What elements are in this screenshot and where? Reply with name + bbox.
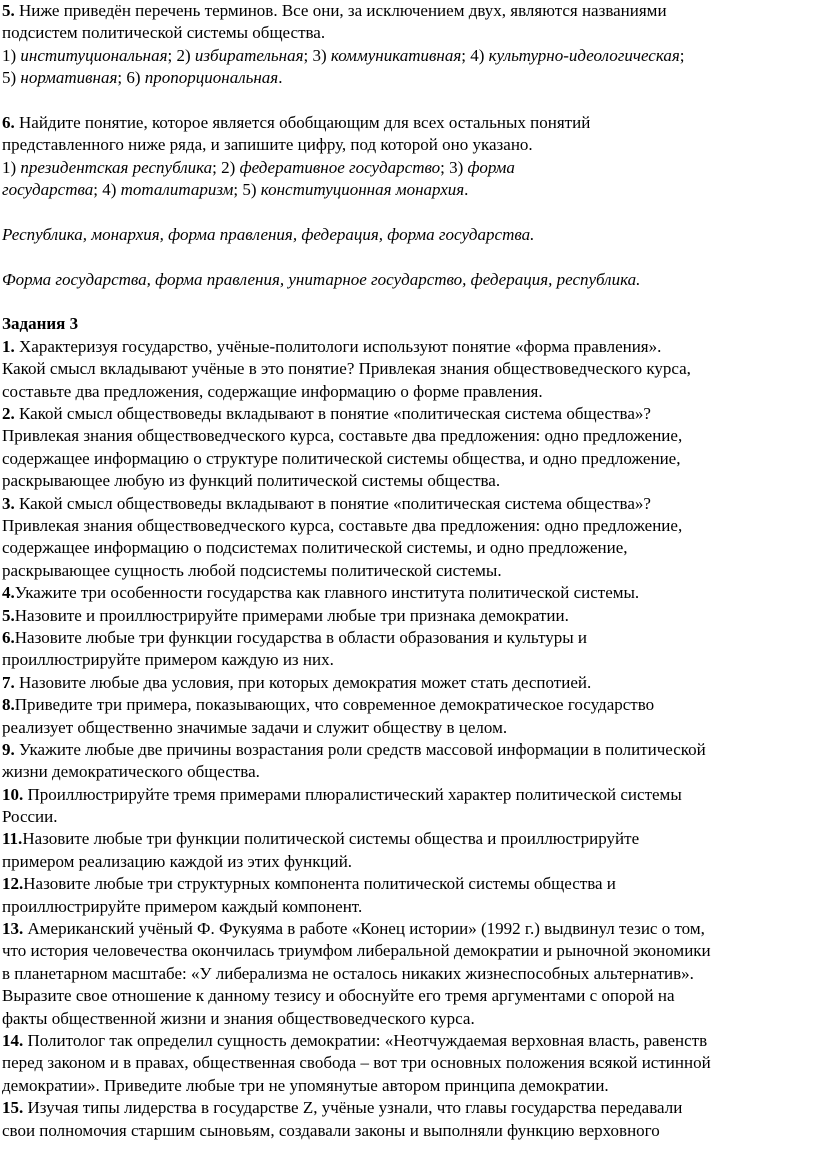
q5-number: 5. [2,1,15,20]
task-item-continued [2,1120,812,1142]
task-number: 7. [2,672,15,692]
task-text: Американский учёный Ф. Фукуяма в работе «Конец истории» (1992 г.) выдвинул тезис о том, [23,919,705,939]
q6-number: 6. [2,112,15,132]
task-number: 3. [2,493,15,513]
q5-line-2: подсистем политической системы общества. [2,23,326,43]
series-1: Республика, монархия, форма правления, федерация, форма государства. [2,224,535,244]
series-2: Форма государства, форма правления, унитарное государство, федерация, республика. [2,269,641,289]
task-text: составьте два предложения, содержащие информацию о форме правления. [2,381,543,401]
task-number: 8. [2,695,15,715]
task-item-continued [2,448,812,470]
task-number: 11. [2,829,23,849]
task-item-continued [2,851,812,873]
task-item [2,784,812,806]
task-item [2,739,812,761]
task-text: Назовите любые три функции государства в области образования и культуры и [14,627,588,647]
task-text: содержащее информацию о структуре политической системы общества, и одно предложение, [2,448,681,468]
q6-line-1: 6. Найдите понятие, которое является обобщающим для всех остальных понятий [2,112,591,132]
task-text: примером реализацию каждой из этих функций. [2,851,353,871]
task-text: Укажите любые две причины возрастания роли средств массовой информации в политической [14,739,706,759]
task-item-continued [2,985,812,1007]
task-text: России. [2,807,58,827]
task-item [2,828,812,850]
task-text: Какой смысл обществоведы вкладывают в понятие «политическая система общества»? [14,493,651,513]
task-text: раскрывающее сущность любой подсистемы политической системы. [2,560,502,580]
task-text: Политолог так определил сущность демократии: «Неотчуждаемая верховная власть, равенств [23,1030,708,1050]
task-text: Назовите и проиллюстрируйте примерами любые три признака демократии. [14,605,569,625]
task-text: содержащее информацию о подсистемах политической системы, и одно предложение, [2,538,628,558]
task-text: Изучая типы лидерства в государстве Z, учёные узнали, что главы государства передавали [23,1098,683,1118]
task-item-continued [2,1052,812,1074]
task-text: Выразите свое отношение к данному тезису и обоснуйте его тремя аргументами с опорой на [2,986,675,1006]
task-item-continued [2,940,812,962]
task-item [2,605,812,627]
task-text: факты общественной жизни и знания обществоведческого курса. [2,1008,475,1028]
task-item-continued [2,560,812,582]
task-item-continued [2,381,812,403]
tasks-list [2,336,812,1142]
task-item-continued [2,896,812,918]
task-item [2,1030,812,1052]
task-item [2,582,812,604]
task-number: 1. [2,336,15,356]
task-text: Назовите любые три функции политической системы общества и проиллюстрируйте [22,829,640,849]
task-item-continued [2,649,812,671]
task-number: 13. [2,919,24,939]
task-item-continued [2,358,812,380]
q6-options-line-2: государства; 4) тоталитаризм; 5) конституционная монархия. [2,180,469,200]
q6-line-2: представленного ниже ряда, и запишите цифру, под которой оно указано. [2,135,533,155]
task-number: 6. [2,627,15,647]
task-item [2,694,812,716]
task-item-continued [2,425,812,447]
task-text: Какой смысл вкладывают учёные в это понятие? Привлекая знания обществоведческого курса, [2,359,691,379]
task-item-continued [2,806,812,828]
task-text: Привлекая знания обществоведческого курса, составьте два предложения: одно предложение, [2,515,683,535]
task-number: 10. [2,784,24,804]
task-text: раскрывающее любую из функций политической системы общества. [2,471,501,491]
task-text: Привлекая знания обществоведческого курса, составьте два предложения: одно предложение, [2,426,683,446]
task-text: Назовите любые два условия, при которых демократия может стать деспотией. [14,672,592,692]
task-number: 4. [2,583,15,603]
task-number: 12. [2,874,24,894]
task-item [2,336,812,358]
task-item [2,1097,812,1119]
task-item-continued [2,717,812,739]
task-item [2,493,812,515]
q5-line-1: 5. Ниже приведён перечень терминов. Все они, за исключением двух, являются названиями [2,1,667,20]
task-item-continued [2,515,812,537]
task-item [2,403,812,425]
task-text: Назовите любые три структурных компонента политической системы общества и [23,874,616,894]
task-item [2,672,812,694]
task-number: 15. [2,1098,24,1118]
task-text: свои полномочия старшим сыновьям, создавали законы и выполняли функцию верховного [2,1120,660,1140]
task-text: проиллюстрируйте примером каждую из них. [2,650,334,670]
task-text: проиллюстрируйте примером каждый компонент. [2,896,363,916]
task-text: перед законом и в правах, общественная свобода – вот три основных положения всякой истинной [2,1053,711,1073]
task-text: Какой смысл обществоведы вкладывают в понятие «политическая система общества»? [14,404,651,424]
task-text: Характеризуя государство, учёные-политологи используют понятие «форма правления». [14,336,662,356]
task-item [2,627,812,649]
task-text: в планетарном масштабе: «У либерализма не осталось никаких жизнеспособных альтернатив». [2,963,694,983]
task-item-continued [2,1075,812,1097]
task-item-continued [2,537,812,559]
task-item-continued [2,1008,812,1030]
q5-options-line-2: 5) нормативная; 6) пропорциональная. [2,68,283,88]
task-number: 5. [2,605,15,625]
task-text: Приведите три примера, показывающих, что современное демократическое государство [14,695,655,715]
task-text: жизни демократического общества. [2,762,260,782]
task-text: реализует общественно значимые задачи и служит обществу в целом. [2,717,508,737]
task-text: Укажите три особенности государства как главного института политической системы. [14,583,640,603]
task-text: демократии». Приведите любые три не упомянутые автором принципа демократии. [2,1075,609,1095]
task-text: Проиллюстрируйте тремя примерами плюралистический характер политической системы [23,784,682,804]
task-number: 14. [2,1030,24,1050]
task-number: 2. [2,404,15,424]
task-text: что история человечества окончилась триумфом либеральной демократии и рыночной экономики [2,941,711,961]
section-title: Задания 3 [2,314,79,334]
q6-options-line-1: 1) президентская республика; 2) федеративное государство; 3) форма [2,157,515,177]
task-item [2,873,812,895]
task-number: 9. [2,739,15,759]
q5-options-line-1: 1) институциональная; 2) избирательная; 3) коммуникативная; 4) культурно-идеологическая; [2,45,685,65]
task-item-continued [2,470,812,492]
task-item-continued [2,963,812,985]
task-item-continued [2,761,812,783]
task-item [2,918,812,940]
